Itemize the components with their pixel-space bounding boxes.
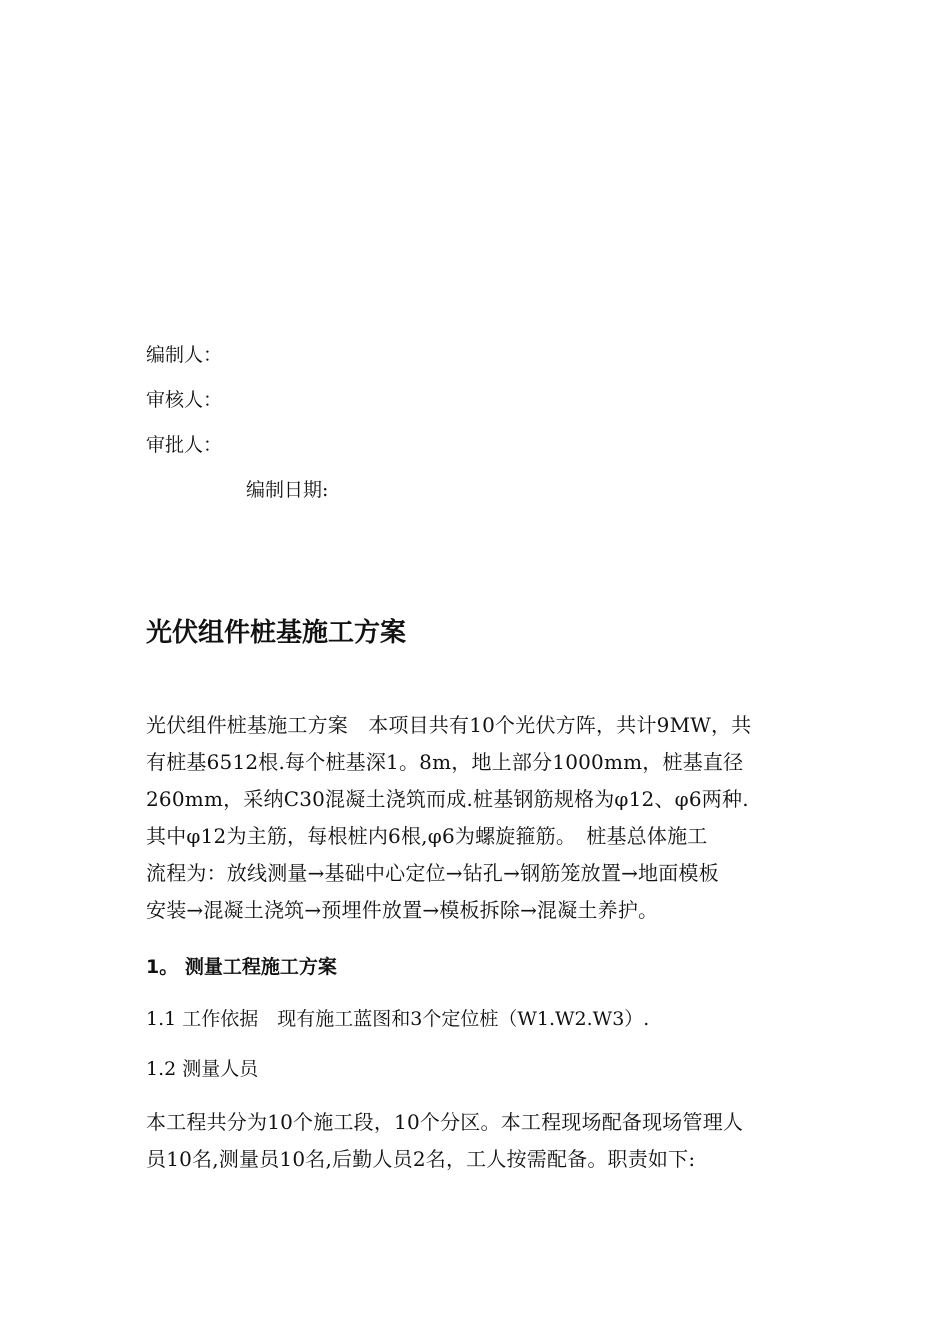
intro-line: 安装→混凝土浇筑→预埋件放置→模板拆除→混凝土养护。 bbox=[146, 898, 659, 922]
intro-line: 260mm，采纳C30混凝土浇筑而成.桩基钢筋规格为φ12、φ6两种. bbox=[146, 787, 749, 811]
intro-line: 流程为：放线测量→基础中心定位→钻孔→钢筋笼放置→地面模板 bbox=[146, 861, 719, 885]
intro-line: 其中φ12为主筋，每根桩内6根,φ6为螺旋箍筋。 桩基总体施工 bbox=[146, 824, 708, 848]
compiler-label: 编制人： bbox=[146, 344, 223, 366]
staffing-line: 员10名,测量员10名,后勤人员2名，工人按需配备。职责如下: bbox=[146, 1147, 696, 1171]
staffing-line: 本工程共分为10个施工段，10个分区。本工程现场配备现场管理人 bbox=[146, 1110, 744, 1134]
subsection-survey-staff: 1.2 测量人员 bbox=[146, 1058, 259, 1080]
intro-paragraph bbox=[146, 707, 808, 929]
approver-label: 审批人： bbox=[146, 434, 223, 456]
reviewer-label: 审核人： bbox=[146, 389, 223, 411]
document-title: 光伏组件桩基施工方案 bbox=[146, 618, 407, 648]
compile-date-label: 编制日期: bbox=[246, 479, 329, 501]
staffing-paragraph bbox=[146, 1104, 808, 1178]
intro-line: 光伏组件桩基施工方案 本项目共有10个光伏方阵，共计9MW，共 bbox=[146, 713, 752, 737]
subsection-work-basis: 1.1 工作依据 现有施工蓝图和3个定位桩（W1.W2.W3）. bbox=[146, 1008, 650, 1030]
intro-line: 有桩基6512根.每个桩基深1。8m，地上部分1000mm，桩基直径 bbox=[146, 750, 744, 774]
section-heading-surveying: 1。 测量工程施工方案 bbox=[146, 956, 337, 978]
